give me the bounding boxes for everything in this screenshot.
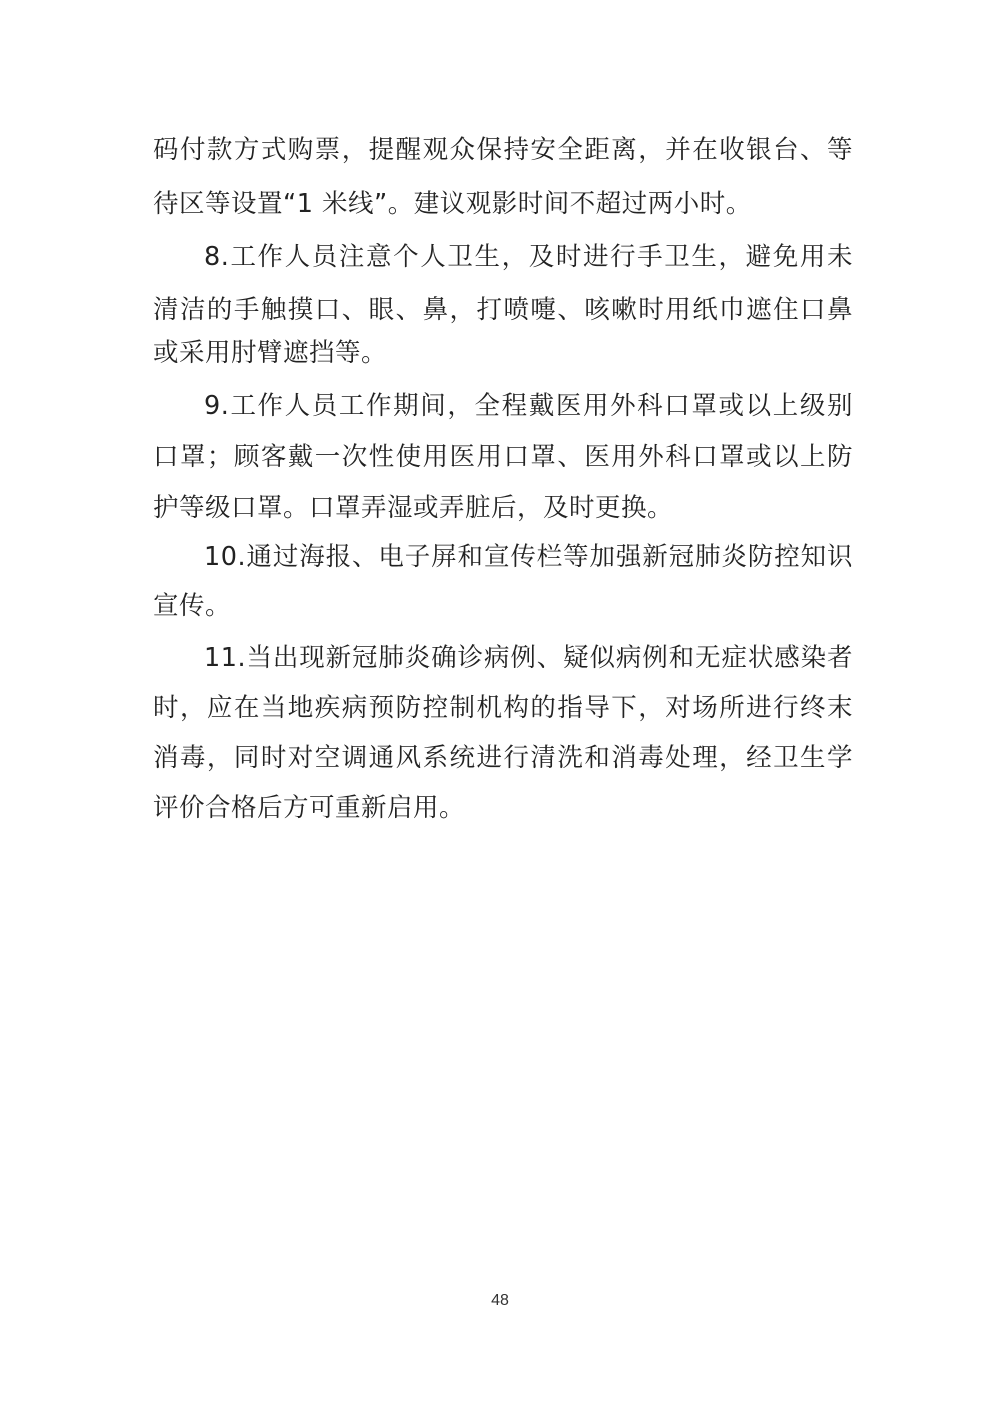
paragraph-9-first-line: 9.工作人员工作期间，全程戴医用外科口罩或以上级别 <box>204 391 853 421</box>
text-line: 时，应在当地疾病预防控制机构的指导下，对场所进行终末 <box>153 693 853 723</box>
text-line: 消毒，同时对空调通风系统进行清洗和消毒处理，经卫生学 <box>153 743 853 773</box>
text-line: 宣传。 <box>153 591 232 621</box>
text-line: 评价合格后方可重新启用。 <box>153 793 466 823</box>
text-line: 或采用肘臂遮挡等。 <box>153 338 388 368</box>
text-line: 码付款方式购票，提醒观众保持安全距离，并在收银台、等 <box>153 135 853 165</box>
text-line: 清洁的手触摸口、眼、鼻，打喷嚏、咳嗽时用纸巾遮住口鼻 <box>153 295 853 325</box>
page-number: 48 <box>491 1292 509 1309</box>
text-line: 口罩；顾客戴一次性使用医用口罩、医用外科口罩或以上防 <box>153 442 853 472</box>
text-line: 待区等设置“1 米线”。建议观影时间不超过两小时。 <box>153 189 752 219</box>
paragraph-8-first-line: 8.工作人员注意个人卫生，及时进行手卫生，避免用未 <box>204 242 853 272</box>
paragraph-11-first-line: 11.当出现新冠肺炎确诊病例、疑似病例和无症状感染者 <box>204 643 853 673</box>
paragraph-10-first-line: 10.通过海报、电子屏和宣传栏等加强新冠肺炎防控知识 <box>204 542 853 572</box>
text-line: 护等级口罩。口罩弄湿或弄脏后，及时更换。 <box>153 493 674 523</box>
